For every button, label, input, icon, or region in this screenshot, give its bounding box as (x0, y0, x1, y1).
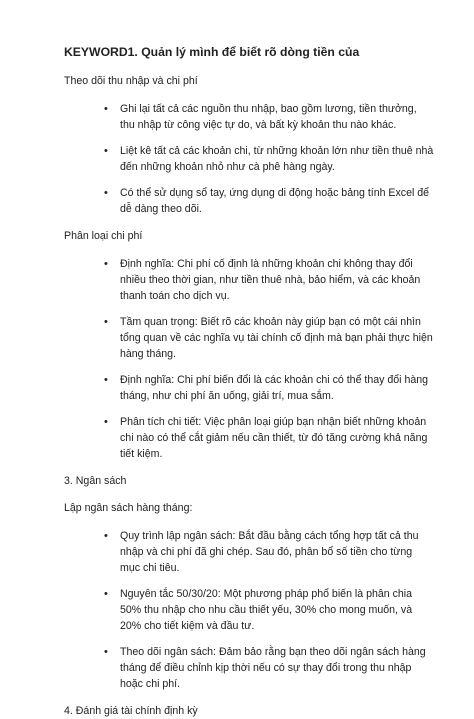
bullet-item: • Tầm quan trọng: Biết rõ các khoản này giúp bạn có một cái nhìn tổng quan về các nghĩa vụ tài chính cố định mà bạn phải thực hiện hàng tháng. (120, 314, 434, 362)
bullet-item: • Có thể sử dụng sổ tay, ứng dụng di động hoặc bảng tính Excel để dễ dàng theo dõi. (120, 185, 434, 217)
bullet-item: • Định nghĩa: Chi phí cố định là những khoản chi không thay đổi nhiều theo thời gian, như tiền thuê nhà, bảo hiểm, và các khoản thanh toán cho dịch vụ. (120, 256, 434, 304)
bullet-item: • Định nghĩa: Chi phí biến đổi là các khoản chi có thể thay đổi hàng tháng, như chi phí ăn uống, giải trí, mua sắm. (120, 372, 434, 404)
bullet-list (64, 101, 434, 217)
section-heading: 4. Đánh giá tài chính định kỳ (64, 705, 198, 717)
document-title: KEYWORD1. Quản lý mình để biết rõ dòng tiền của (64, 45, 360, 59)
bullet-item: • Ghi lại tất cả các nguồn thu nhập, bao gồm lương, tiền thưởng, thu nhập từ công việc tự do, và bất kỳ khoản thu nào khác. (120, 101, 434, 133)
bullet-item: • Liệt kê tất cả các khoản chi, từ những khoản lớn như tiền thuê nhà đến những khoản nhỏ như cà phê hàng ngày. (120, 143, 434, 175)
section-heading: Theo dõi thu nhập và chi phí (64, 75, 198, 87)
document-body (64, 74, 434, 719)
section-heading: Phân loại chi phí (64, 230, 143, 242)
bullet-item: • Phân tích chi tiết: Việc phân loại giúp bạn nhận biết những khoản chi nào có thể cắt giảm nếu cần thiết, từ đó tăng cường khả năng tiết kiệm. (120, 414, 434, 462)
bullet-list (64, 256, 434, 462)
section-heading: 3. Ngân sách (64, 475, 127, 487)
bullet-item: • Nguyên tắc 50/30/20: Một phương pháp phổ biến là phân chia 50% thu nhập cho nhu cầu thiết yếu, 30% cho mong muốn, và 20% cho tiết kiệm và đầu tư. (120, 586, 434, 634)
bullet-list (64, 528, 434, 692)
bullet-item: • Theo dõi ngân sách: Đảm bảo rằng bạn theo dõi ngân sách hàng tháng để điều chỉnh kịp thời nếu có sự thay đổi trong thu nhập hoặc chi phí. (120, 644, 434, 692)
section-heading: Lập ngân sách hàng tháng: (64, 502, 193, 514)
bullet-item: • Quy trình lập ngân sách: Bắt đầu bằng cách tổng hợp tất cả thu nhập và chi phí đã ghi chép. Sau đó, phân bổ số tiền cho từng mục chi tiêu. (120, 528, 434, 576)
